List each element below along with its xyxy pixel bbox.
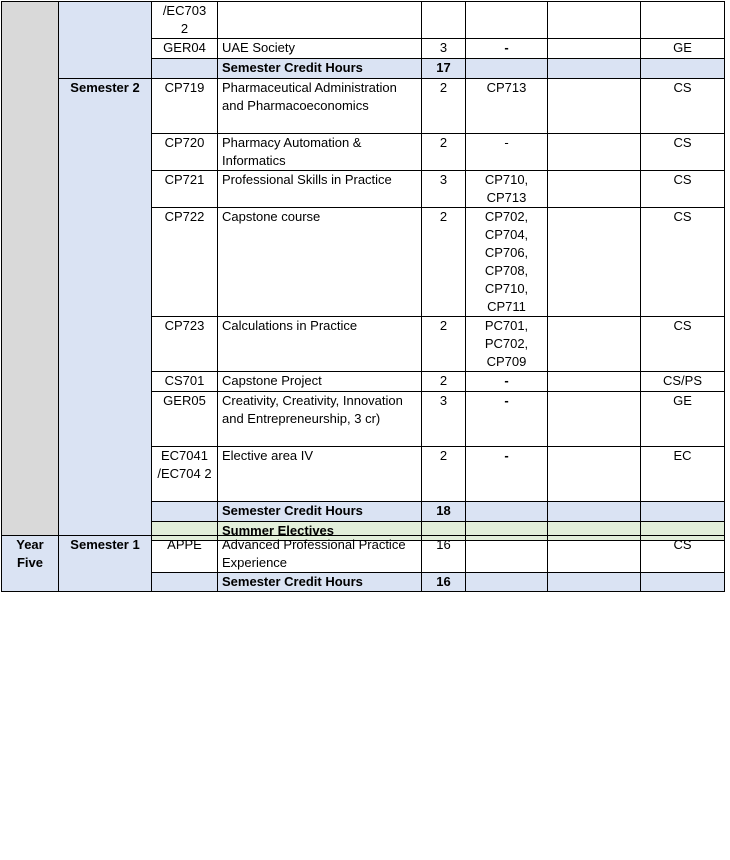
course-prereq: [466, 536, 548, 573]
course-credits: 3: [422, 171, 466, 208]
course-credits: [422, 2, 466, 39]
course-coreq: [548, 536, 641, 573]
course-prereq: -: [466, 372, 548, 392]
course-coreq: [548, 79, 641, 134]
course-category: CS: [641, 208, 725, 317]
course-credits: 2: [422, 372, 466, 392]
course-code: APPE: [152, 536, 218, 573]
course-code: CP722: [152, 208, 218, 317]
total-empty-cell: [466, 502, 548, 522]
course-category: GE: [641, 392, 725, 447]
semester-cell-continued: [59, 2, 152, 79]
course-category: CS: [641, 134, 725, 171]
semester-total-credits: 17: [422, 59, 466, 79]
semester-1-label: Semester 1: [59, 536, 152, 592]
year-cell-continued: [2, 2, 59, 541]
total-code-cell: [152, 573, 218, 592]
course-credits: 2: [422, 79, 466, 134]
course-coreq: [548, 39, 641, 59]
course-credits: 2: [422, 317, 466, 372]
total-empty-cell: [548, 59, 641, 79]
semester-total-credits: 16: [422, 573, 466, 592]
total-empty-cell: [466, 573, 548, 592]
course-code: GER04: [152, 39, 218, 59]
course-coreq: [548, 171, 641, 208]
semester-2-label: Semester 2: [59, 79, 152, 541]
course-prereq: CP713: [466, 79, 548, 134]
course-category: CS: [641, 171, 725, 208]
semester-total-label: Semester Credit Hours: [218, 59, 422, 79]
course-category: CS/PS: [641, 372, 725, 392]
course-coreq: [548, 317, 641, 372]
course-code: CP723: [152, 317, 218, 372]
course-title: Professional Skills in Practice: [218, 171, 422, 208]
total-empty-cell: [548, 502, 641, 522]
course-code: CP719: [152, 79, 218, 134]
course-category: CS: [641, 536, 725, 573]
semester-total-credits: 18: [422, 502, 466, 522]
table-row: [2, 536, 725, 573]
course-title: UAE Society: [218, 39, 422, 59]
total-empty-cell: [641, 59, 725, 79]
table-row: [2, 2, 725, 39]
course-code: EC7041 /EC704 2: [152, 447, 218, 502]
course-title: Elective area IV: [218, 447, 422, 502]
course-coreq: [548, 2, 641, 39]
total-code-cell: [152, 59, 218, 79]
course-credits: 3: [422, 39, 466, 59]
table-row: [2, 79, 725, 134]
semester-total-label: Semester Credit Hours: [218, 573, 422, 592]
total-empty-cell: [641, 573, 725, 592]
year-five-label: Year Five: [2, 536, 59, 592]
course-credits: 2: [422, 447, 466, 502]
course-credits: 3: [422, 392, 466, 447]
course-title: [218, 2, 422, 39]
course-title: Pharmacy Automation & Informatics: [218, 134, 422, 171]
course-prereq: -: [466, 392, 548, 447]
total-empty-cell: [466, 59, 548, 79]
course-credits: 2: [422, 208, 466, 317]
course-title: Capstone Project: [218, 372, 422, 392]
course-code: GER05: [152, 392, 218, 447]
course-category: EC: [641, 447, 725, 502]
course-coreq: [548, 392, 641, 447]
total-empty-cell: [641, 502, 725, 522]
course-credits: 2: [422, 134, 466, 171]
course-coreq: [548, 372, 641, 392]
course-prereq: -: [466, 134, 548, 171]
course-title: Capstone course: [218, 208, 422, 317]
course-prereq: -: [466, 39, 548, 59]
curriculum-table: [1, 1, 725, 541]
course-prereq: PC701, PC702, CP709: [466, 317, 548, 372]
course-title: Advanced Professional Practice Experience: [218, 536, 422, 573]
course-code: /EC703 2: [152, 2, 218, 39]
course-prereq: [466, 2, 548, 39]
course-category: [641, 2, 725, 39]
course-category: GE: [641, 39, 725, 59]
course-prereq: CP710, CP713: [466, 171, 548, 208]
course-coreq: [548, 208, 641, 317]
course-coreq: [548, 134, 641, 171]
summer-electives-label: Summer Electives: [218, 522, 422, 541]
course-code: CP721: [152, 171, 218, 208]
course-category: CS: [641, 79, 725, 134]
year-five-table: [1, 535, 725, 592]
course-title: Pharmaceutical Administration and Pharmacoeconomics: [218, 79, 422, 134]
course-title: Calculations in Practice: [218, 317, 422, 372]
semester-total-label: Semester Credit Hours: [218, 502, 422, 522]
course-credits: 16: [422, 536, 466, 573]
course-prereq: CP702, CP704, CP706, CP708, CP710, CP711: [466, 208, 548, 317]
total-code-cell: [152, 502, 218, 522]
course-coreq: [548, 447, 641, 502]
course-prereq: -: [466, 447, 548, 502]
course-title: Creativity, Creativity, Innovation and Entrepreneurship, 3 cr): [218, 392, 422, 447]
course-code: CP720: [152, 134, 218, 171]
total-empty-cell: [548, 573, 641, 592]
course-category: CS: [641, 317, 725, 372]
course-code: CS701: [152, 372, 218, 392]
